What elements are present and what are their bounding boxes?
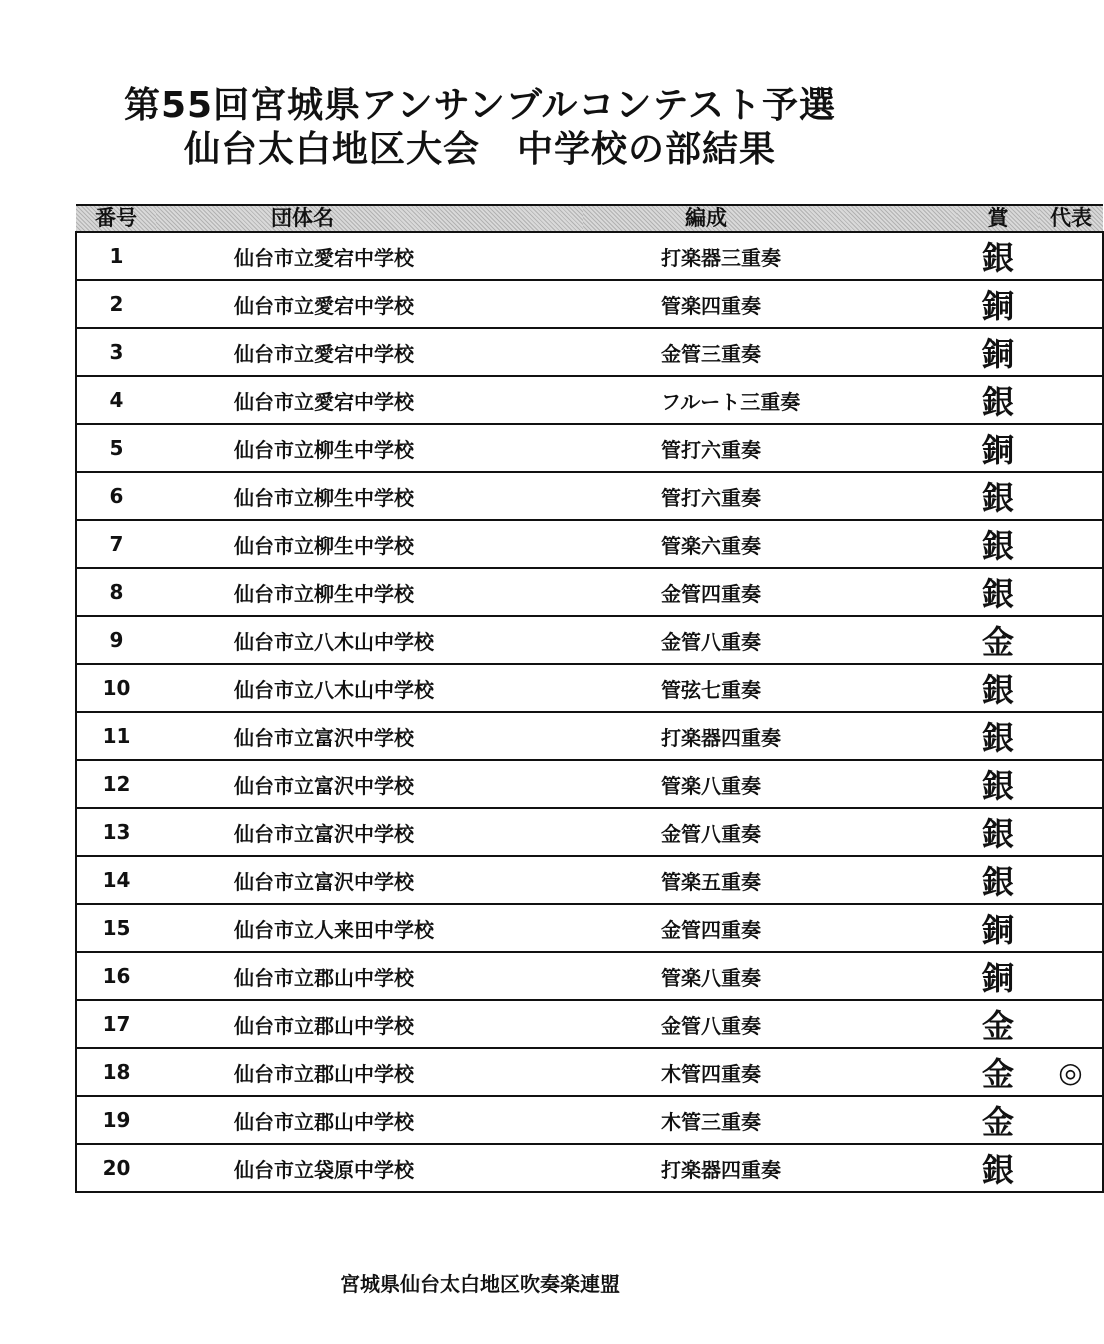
- header-group-name: 団体名: [156, 205, 583, 232]
- row-representative-mark: [1039, 664, 1103, 712]
- row-prize: 銀: [957, 568, 1039, 616]
- table-row: [76, 328, 1103, 376]
- row-representative-mark: [1039, 616, 1103, 664]
- row-representative-mark: [1039, 952, 1103, 1000]
- row-representative-mark: [1039, 1096, 1103, 1144]
- row-group-name: 仙台市立富沢中学校: [156, 808, 583, 856]
- row-formation: 管楽六重奏: [583, 520, 957, 568]
- row-formation: 木管三重奏: [583, 1096, 957, 1144]
- row-representative-mark: [1039, 1144, 1103, 1192]
- row-formation: 金管八重奏: [583, 808, 957, 856]
- row-number: 3: [76, 328, 156, 376]
- row-formation: 管楽四重奏: [583, 280, 957, 328]
- row-formation: フルート三重奏: [583, 376, 957, 424]
- row-number: 4: [76, 376, 156, 424]
- row-group-name: 仙台市立八木山中学校: [156, 664, 583, 712]
- row-representative-mark: [1039, 424, 1103, 472]
- row-group-name: 仙台市立愛宕中学校: [156, 232, 583, 280]
- row-group-name: 仙台市立人来田中学校: [156, 904, 583, 952]
- row-number: 20: [76, 1144, 156, 1192]
- row-number: 18: [76, 1048, 156, 1096]
- table-row: [76, 520, 1103, 568]
- row-representative-mark: [1039, 904, 1103, 952]
- table-row: [76, 376, 1103, 424]
- row-representative-mark: [1039, 232, 1103, 280]
- table-row: [76, 280, 1103, 328]
- row-formation: 管打六重奏: [583, 472, 957, 520]
- row-prize: 銀: [957, 1144, 1039, 1192]
- table-row: [76, 856, 1103, 904]
- row-representative-mark: [1039, 328, 1103, 376]
- row-number: 12: [76, 760, 156, 808]
- table-row: [76, 568, 1103, 616]
- row-representative-mark: ◎: [1039, 1048, 1103, 1096]
- row-number: 2: [76, 280, 156, 328]
- row-prize: 銀: [957, 232, 1039, 280]
- header-formation: 編成: [583, 205, 957, 232]
- row-group-name: 仙台市立柳生中学校: [156, 472, 583, 520]
- row-formation: 金管四重奏: [583, 904, 957, 952]
- row-representative-mark: [1039, 856, 1103, 904]
- row-representative-mark: [1039, 808, 1103, 856]
- row-number: 15: [76, 904, 156, 952]
- row-prize: 銅: [957, 328, 1039, 376]
- row-prize: 金: [957, 1096, 1039, 1144]
- row-representative-mark: [1039, 712, 1103, 760]
- row-prize: 銅: [957, 952, 1039, 1000]
- row-group-name: 仙台市立富沢中学校: [156, 856, 583, 904]
- row-group-name: 仙台市立柳生中学校: [156, 568, 583, 616]
- row-number: 8: [76, 568, 156, 616]
- row-prize: 銅: [957, 424, 1039, 472]
- row-prize: 銀: [957, 712, 1039, 760]
- row-representative-mark: [1039, 568, 1103, 616]
- row-number: 19: [76, 1096, 156, 1144]
- row-formation: 金管八重奏: [583, 1000, 957, 1048]
- row-group-name: 仙台市立柳生中学校: [156, 520, 583, 568]
- row-group-name: 仙台市立郡山中学校: [156, 952, 583, 1000]
- table-row: [76, 1000, 1103, 1048]
- row-prize: 銅: [957, 280, 1039, 328]
- row-representative-mark: [1039, 520, 1103, 568]
- document-title-line-1: 第55回宮城県アンサンブルコンテスト予選: [124, 85, 836, 126]
- header-row: [76, 205, 1103, 232]
- row-group-name: 仙台市立愛宕中学校: [156, 376, 583, 424]
- row-number: 14: [76, 856, 156, 904]
- row-group-name: 仙台市立柳生中学校: [156, 424, 583, 472]
- row-group-name: 仙台市立袋原中学校: [156, 1144, 583, 1192]
- row-number: 17: [76, 1000, 156, 1048]
- row-prize: 金: [957, 1000, 1039, 1048]
- row-prize: 銀: [957, 376, 1039, 424]
- table-row: [76, 664, 1103, 712]
- row-formation: 打楽器四重奏: [583, 1144, 957, 1192]
- table-row: [76, 808, 1103, 856]
- row-group-name: 仙台市立愛宕中学校: [156, 328, 583, 376]
- table-row: [76, 904, 1103, 952]
- row-formation: 木管四重奏: [583, 1048, 957, 1096]
- table-row: [76, 1048, 1103, 1096]
- row-prize: 銀: [957, 856, 1039, 904]
- row-number: 1: [76, 232, 156, 280]
- table-row: [76, 1144, 1103, 1192]
- table-row: [76, 616, 1103, 664]
- row-group-name: 仙台市立郡山中学校: [156, 1096, 583, 1144]
- row-number: 7: [76, 520, 156, 568]
- row-representative-mark: [1039, 280, 1103, 328]
- table-row: [76, 424, 1103, 472]
- table-row: [76, 952, 1103, 1000]
- row-group-name: 仙台市立郡山中学校: [156, 1000, 583, 1048]
- row-number: 11: [76, 712, 156, 760]
- row-number: 13: [76, 808, 156, 856]
- row-number: 16: [76, 952, 156, 1000]
- row-prize: 金: [957, 1048, 1039, 1096]
- row-formation: 管楽八重奏: [583, 760, 957, 808]
- document-title-line-2: 仙台太白地区大会 中学校の部結果: [183, 129, 776, 170]
- row-number: 10: [76, 664, 156, 712]
- row-prize: 銀: [957, 664, 1039, 712]
- row-prize: 銀: [957, 520, 1039, 568]
- row-number: 5: [76, 424, 156, 472]
- header-prize: 賞: [957, 205, 1039, 232]
- table-row: [76, 760, 1103, 808]
- organizer-name: 宮城県仙台太白地区吹奏楽連盟: [340, 1272, 620, 1296]
- row-prize: 金: [957, 616, 1039, 664]
- row-prize: 銀: [957, 808, 1039, 856]
- results-table-header: [76, 205, 1103, 232]
- row-group-name: 仙台市立愛宕中学校: [156, 280, 583, 328]
- row-formation: 管弦七重奏: [583, 664, 957, 712]
- row-formation: 打楽器三重奏: [583, 232, 957, 280]
- results-table-body: [76, 232, 1103, 1192]
- row-prize: 銅: [957, 904, 1039, 952]
- row-representative-mark: [1039, 472, 1103, 520]
- row-prize: 銀: [957, 760, 1039, 808]
- header-representative: 代表: [1039, 205, 1103, 232]
- table-row: [76, 232, 1103, 280]
- row-formation: 打楽器四重奏: [583, 712, 957, 760]
- row-number: 9: [76, 616, 156, 664]
- row-formation: 管打六重奏: [583, 424, 957, 472]
- header-number: 番号: [76, 205, 156, 232]
- table-row: [76, 1096, 1103, 1144]
- row-representative-mark: [1039, 376, 1103, 424]
- row-formation: 管楽五重奏: [583, 856, 957, 904]
- row-representative-mark: [1039, 1000, 1103, 1048]
- table-row: [76, 472, 1103, 520]
- row-formation: 管楽八重奏: [583, 952, 957, 1000]
- row-representative-mark: [1039, 760, 1103, 808]
- results-table: [75, 204, 1104, 1193]
- table-row: [76, 712, 1103, 760]
- row-prize: 銀: [957, 472, 1039, 520]
- row-number: 6: [76, 472, 156, 520]
- row-formation: 金管三重奏: [583, 328, 957, 376]
- row-group-name: 仙台市立富沢中学校: [156, 760, 583, 808]
- row-group-name: 仙台市立富沢中学校: [156, 712, 583, 760]
- row-formation: 金管八重奏: [583, 616, 957, 664]
- row-group-name: 仙台市立郡山中学校: [156, 1048, 583, 1096]
- row-formation: 金管四重奏: [583, 568, 957, 616]
- row-group-name: 仙台市立八木山中学校: [156, 616, 583, 664]
